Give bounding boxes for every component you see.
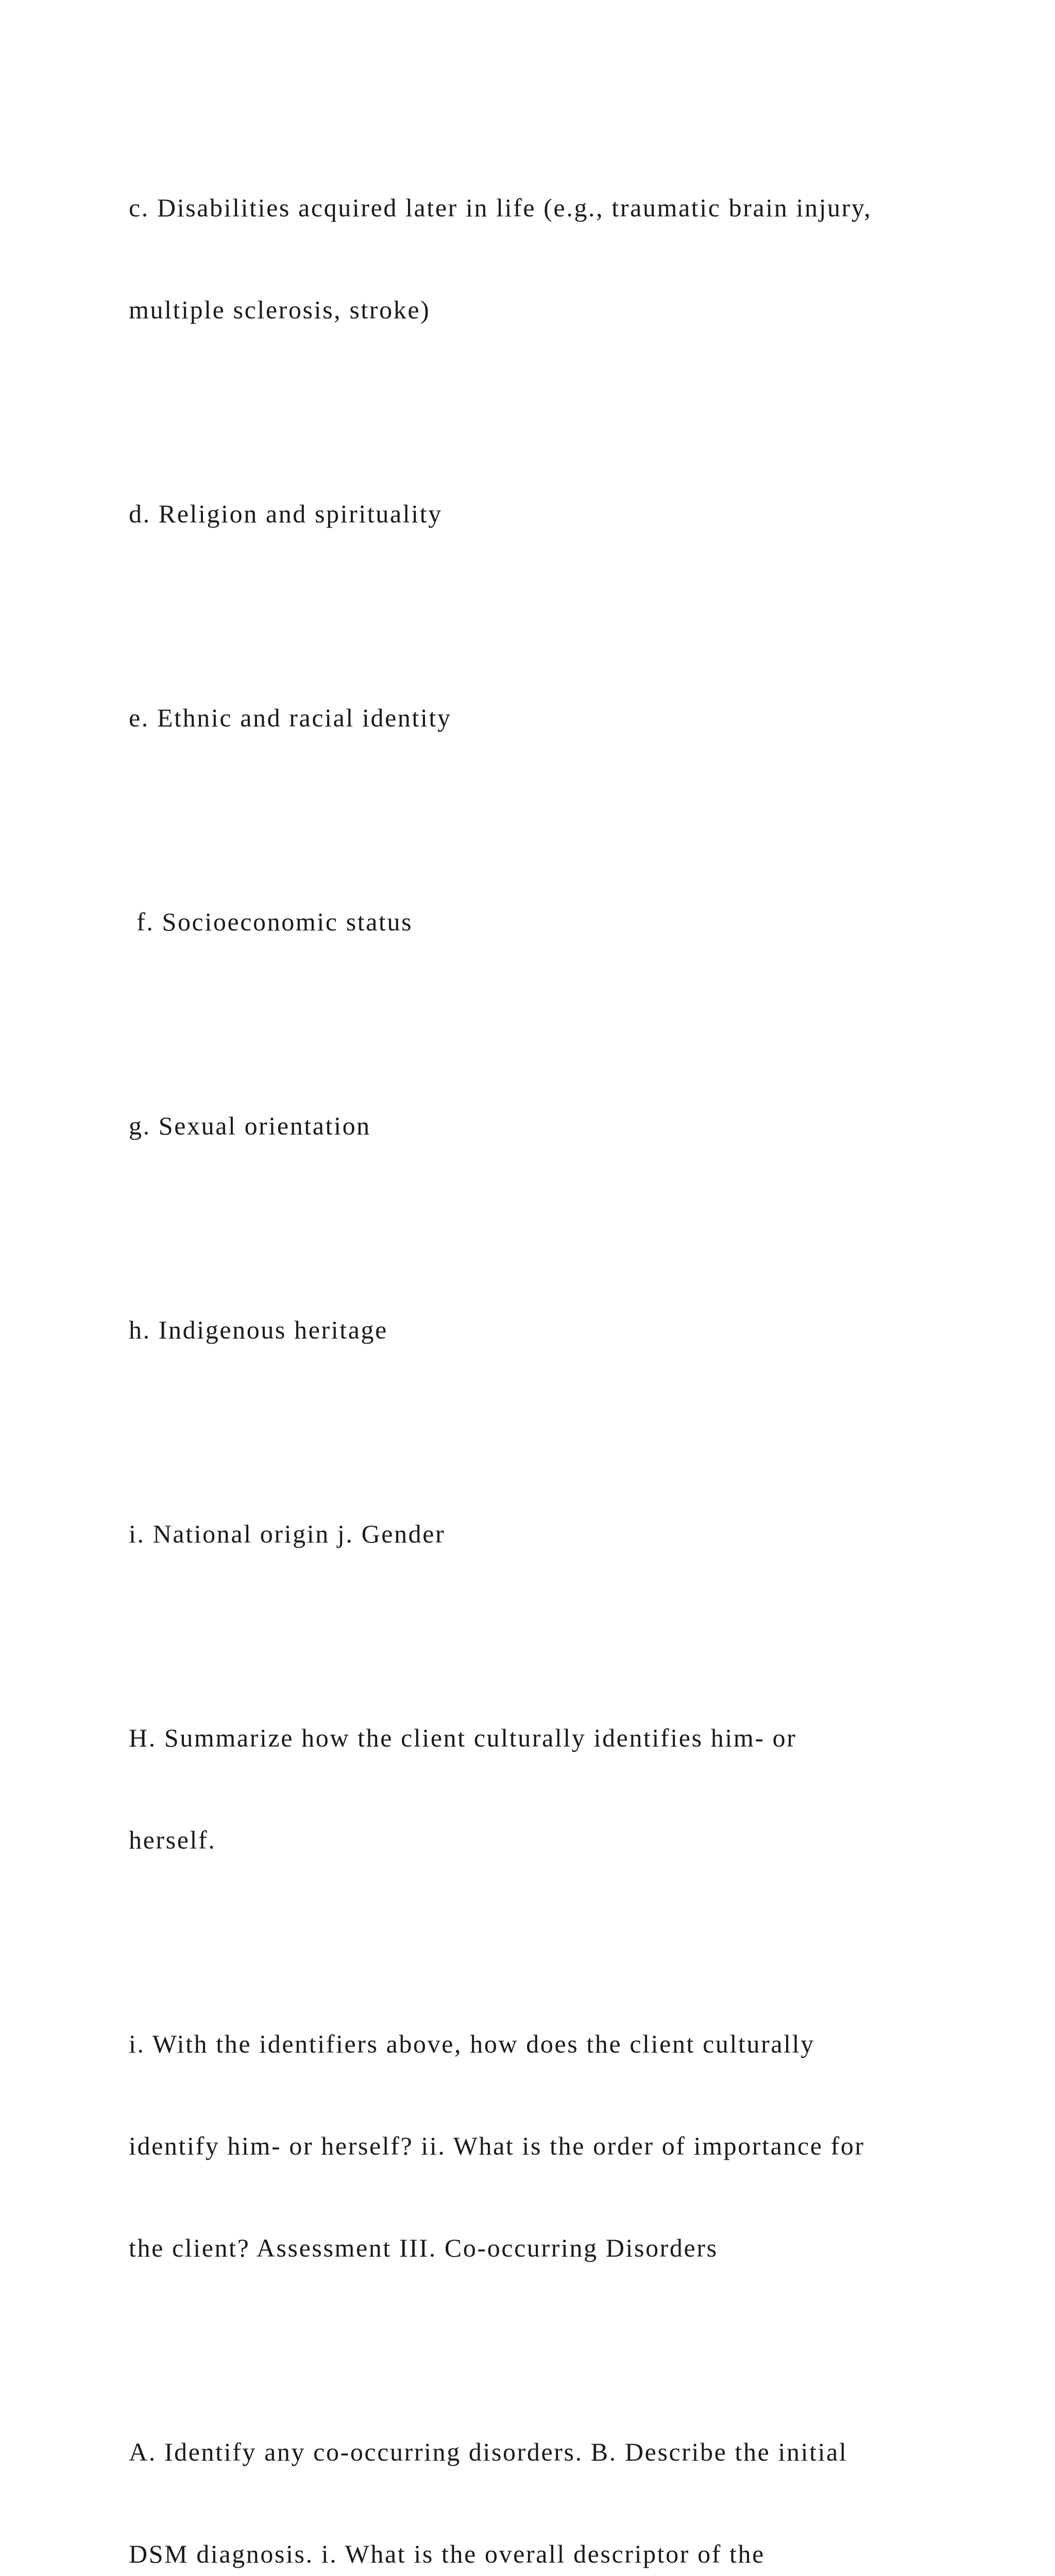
paragraph-religion [129, 429, 953, 599]
text-line: e. Ethnic and racial identity [129, 703, 452, 732]
text-line: the client? Assessment III. Co-occurring Disorders [129, 2233, 718, 2262]
paragraph-summarize-identity [129, 1653, 953, 1925]
document-body [129, 123, 953, 2576]
paragraph-ethnic-identity [129, 633, 953, 803]
paragraph-sexual-orientation [129, 1041, 953, 1211]
text-line: DSM diagnosis. i. What is the overall descriptor of the [129, 2539, 765, 2568]
text-line: i. With the identifiers above, how does the client culturally [129, 2029, 815, 2058]
text-line: A. Identify any co-occurring disorders. B. Describe the initial [129, 2437, 848, 2466]
text-line: identify him- or herself? ii. What is the order of importance for [129, 2131, 865, 2160]
text-line: multiple sclerosis, stroke) [129, 295, 431, 324]
text-line: h. Indigenous heritage [129, 1315, 388, 1344]
text-line: H. Summarize how the client culturally identifies him- or [129, 1723, 797, 1752]
text-line: i. National origin j. Gender [129, 1519, 446, 1548]
paragraph-co-occurring-disorders [129, 2367, 953, 2576]
text-line: f. Socioeconomic status [129, 907, 413, 936]
text-line: g. Sexual orientation [129, 1111, 371, 1140]
text-line: herself. [129, 1825, 216, 1854]
text-line: c. Disabilities acquired later in life (e.g., traumatic brain injury, [129, 193, 872, 222]
paragraph-indigenous-heritage [129, 1245, 953, 1415]
paragraph-disabilities-acquired [129, 123, 953, 395]
paragraph-socioeconomic [129, 837, 953, 1007]
paragraph-identifiers-question [129, 1959, 953, 2333]
paragraph-national-origin [129, 1449, 953, 1619]
text-line: d. Religion and spirituality [129, 499, 443, 528]
